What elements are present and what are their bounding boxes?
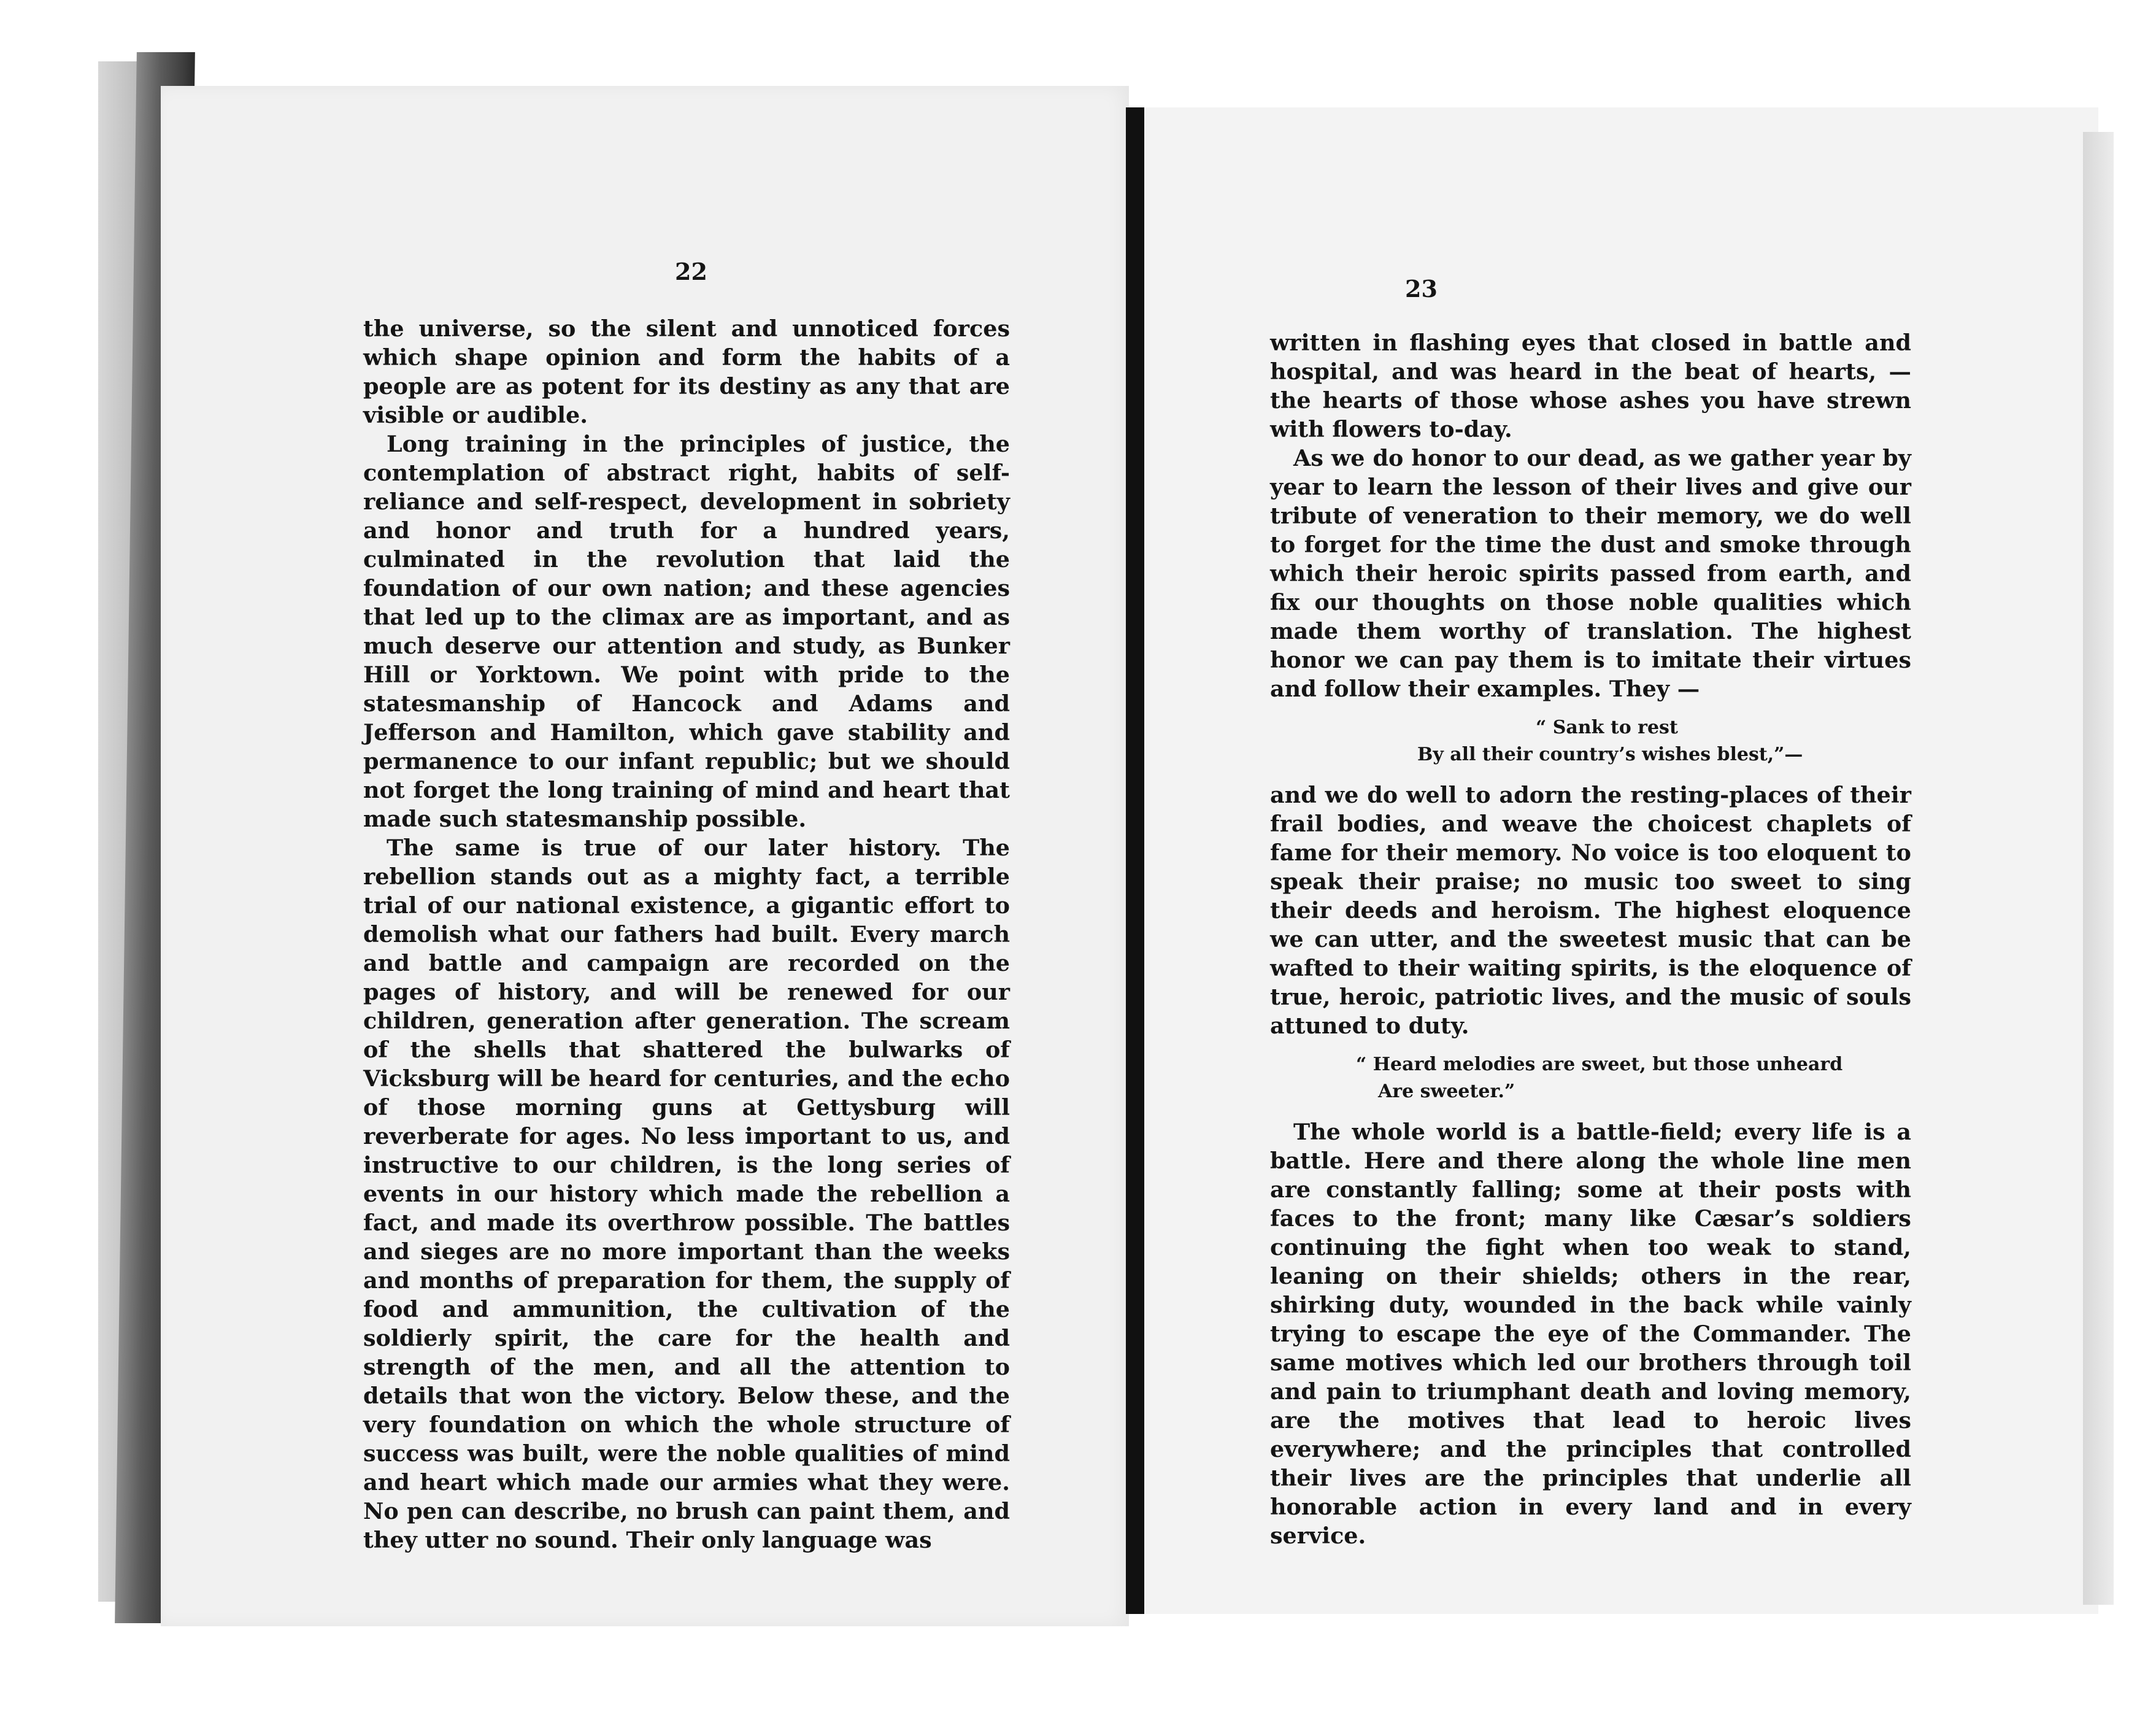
left-paragraph: The same is true of our later history. The rebellion stands out as a mighty fact, a terrible trial of our national existence, a gigantic effort to demolish what our fathers had built. Every march and battle and campaign are recorded on the pages of history, and will be renewed for our children, generation after generation. The scream of the shells that shattered the bulwarks of Vicksburg will be heard for centuries, and the echo of those morning guns at Gettysburg will reverberate for ages. No less important to us, and instructive to our children, is the long series of events in our history which made the rebellion a fact, and made its overthrow possible. The battles and sieges are no more important than the weeks and months of preparation for them, the supply of food and ammunition, the cultivation of the soldierly spirit, the care for the health and strength of the men, and all the attention to details that won the victory. Below these, and the very foundation on which the whole structure of success was built, were the noble qualities of mind and heart which made our armies what they were. No pen can describe, no brush can paint them, and they utter no sound. Their only language was [363,835,1010,1553]
verse-line: By all their country’s wishes blest,”— [1417,744,1803,765]
right-paragraph: As we do honor to our dead, as we gather year by year to learn the lesson of their lives and give our tribute of veneration to their memory, we do well to forget for the time the dust and smoke through which their heroic spirits passed from earth, and fix our thoughts on those noble qualities which made them worthy of translation. The highest honor we can pay them is to imitate their virtues and follow their examples. They — [1270,445,1911,702]
verse-quote [1270,714,1911,768]
right-page-text [1270,328,1911,1550]
left-page-number: 22 [675,258,707,285]
verse-line: Are sweeter.” [1378,1081,1515,1102]
right-page-edge [2083,132,2114,1605]
left-paragraph: Long training in the principles of justice, the contemplation of abstract right, habits of self-reliance and self-respect, development in sobriety and honor and truth for a hundred years, culminated in the revolution that laid the foundation of our own nation; and these agencies that led up to the climax are as important, and as much deserve our attention and study, as Bunker Hill or Yorktown. We point with pride to the statesmanship of Hancock and Adams and Jefferson and Hamilton, which gave stability and permanence to our infant republic; but we should not forget the long training of mind and heart that made such statesmanship possible. [363,431,1010,832]
book-gutter [1126,107,1144,1614]
left-paragraph: the universe, so the silent and unnoticed forces which shape opinion and form the habits of a people are as potent for its destiny as any that are visible or audible. [363,315,1010,428]
right-paragraph: The whole world is a battle-field; every life is a battle. Here and there along the whole line men are constantly falling; some at their posts with faces to the front; many like Cæsar’s soldiers continuing the fight when too weak to stand, leaning on their shields; others in the rear, shirking duty, wounded in the back while vainly trying to escape the eye of the Commander. The same motives which led our brothers through toil and pain to triumphant death and loving memory, are the motives that lead to heroic lives everywhere; and the principles that controlled their lives are the principles that underlie all honorable action in every land and in every service. [1270,1119,1911,1549]
right-paragraph: written in flashing eyes that closed in battle and hospital, and was heard in the beat of hearts, — the hearts of those whose ashes you have strewn with flowers to-day. [1270,330,1911,442]
verse-quote [1270,1051,1911,1105]
verse-line: “ Sank to rest [1536,717,1678,738]
right-page-number: 23 [1405,275,1438,303]
right-paragraph: and we do well to adorn the resting-places of their frail bodies, and weave the choicest chaplets of fame for their memory. No voice is too eloquent to speak their praise; no music too sweet to sing their deeds and heroism. The highest eloquence we can utter, and the sweetest music that can be wafted to their waiting spirits, is the eloquence of true, heroic, patriotic lives, and the music of souls attuned to duty. [1270,782,1911,1039]
left-page-text [363,314,1010,1554]
verse-line: “ Heard melodies are sweet, but those unheard [1356,1054,1843,1075]
